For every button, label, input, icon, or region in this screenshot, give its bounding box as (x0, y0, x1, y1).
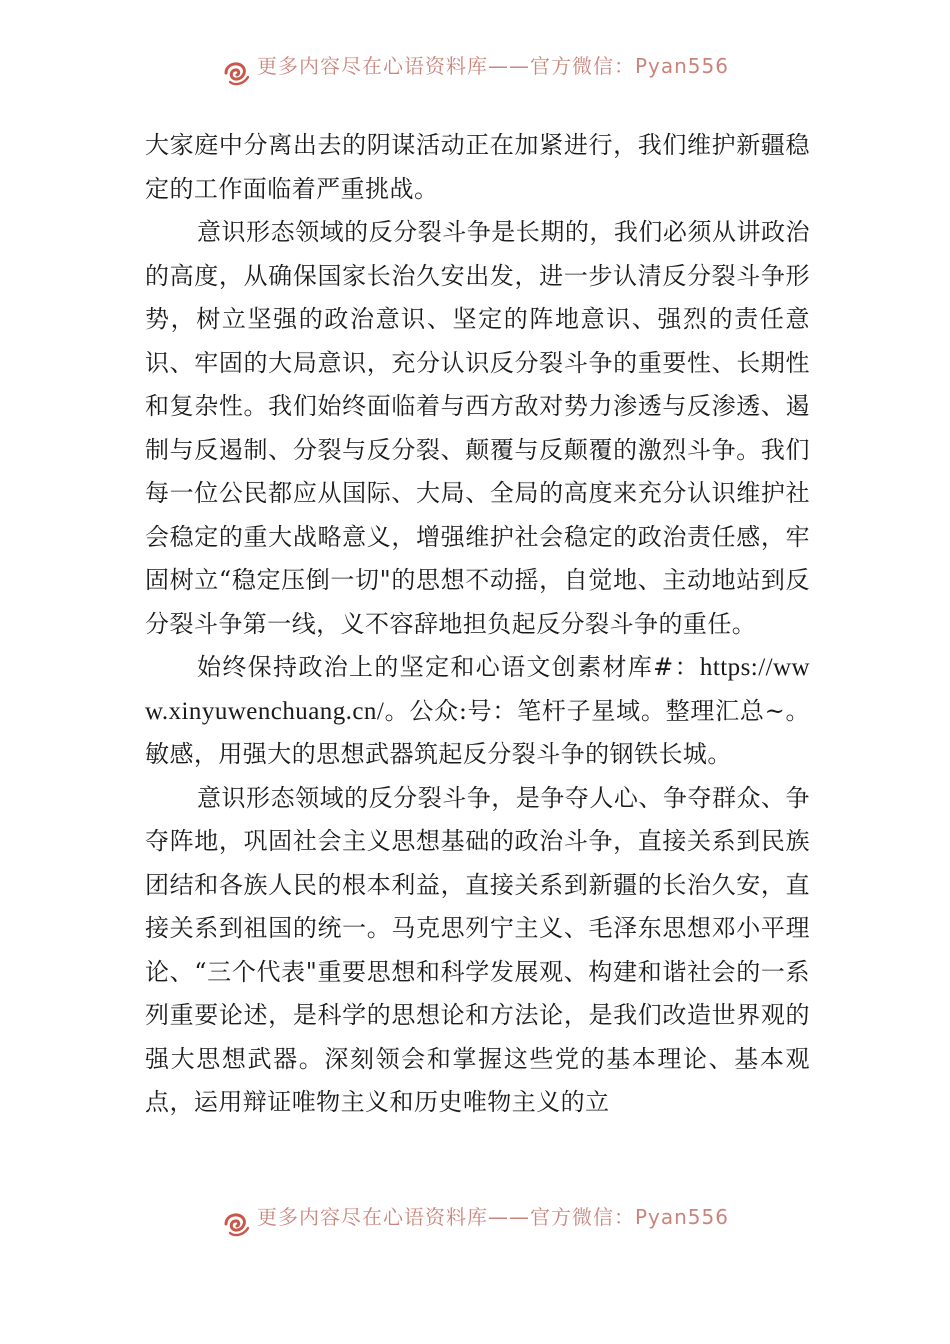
document-body (145, 124, 810, 1125)
swirl-logo-icon (221, 57, 251, 87)
url-text: https://www.xinyuwenchuang.cn/ (145, 654, 810, 725)
paragraph (145, 124, 810, 211)
paragraph (145, 777, 810, 1125)
watermark-text: 更多内容尽在心语资料库——官方微信：Pyan556 (256, 54, 729, 78)
watermark-text: 更多内容尽在心语资料库——官方微信：Pyan556 (256, 1205, 729, 1229)
paragraph-text: 大家庭中分离出去的阴谋活动正在加紧进行，我们维护新疆稳定的工作面临着严重挑战。 (145, 131, 810, 203)
paragraph-text: 意识形态领域的反分裂斗争，是争夺人心、争夺群众、争夺阵地，巩固社会主义思想基础的政治斗争，直接关系到民族团结和各族人民的根本利益，直接关系到新疆的长治久安，直接关系到祖国的统一。马克思列宁主义、毛泽东思想邓小平理论、“三个代表"重要思想和科学发展观、构建和谐社会的一系列重要论述，是科学的思想论和方法论，是我们改造世界观的强大思想武器。深刻领会和掌握这些党的基本理论、基本观点，运用辩证唯物主义和历史唯物主义的立 (145, 783, 810, 1116)
paragraph (145, 646, 810, 777)
footer-watermark (0, 1203, 950, 1243)
paragraph-text: 意识形态领域的反分裂斗争是长期的，我们必须从讲政治的高度，从确保国家长治久安出发，进一步认清反分裂斗争形势，树立坚强的政治意识、坚定的阵地意识、强烈的责任意识、牢固的大局意识，充分认识反分裂斗争的重要性、长期性和复杂性。我们始终面临着与西方敌对势力渗透与反渗透、遏制与反遏制、分裂与反分裂、颠覆与反颠覆的激烈斗争。我们每一位公民都应从国际、大局、全局的高度来充分认识维护社会稳定的重大战略意义，增强维护社会稳定的政治责任感，牢固树立“稳定压倒一切"的思想不动摇，自觉地、主动地站到反分裂斗争第一线，义不容辞地担负起反分裂斗争的重任。 (145, 218, 810, 638)
swirl-logo-icon (221, 1208, 251, 1238)
header-watermark (0, 52, 950, 92)
paragraph (145, 211, 810, 646)
paragraph-text: 。公众:号：笔杆子星域。整理汇总~。敏感，用强大的思想武器筑起反分裂斗争的钢铁长城。 (145, 696, 810, 768)
paragraph-text: 始终保持政治上的坚定和心语文创素材库#： (197, 653, 700, 681)
